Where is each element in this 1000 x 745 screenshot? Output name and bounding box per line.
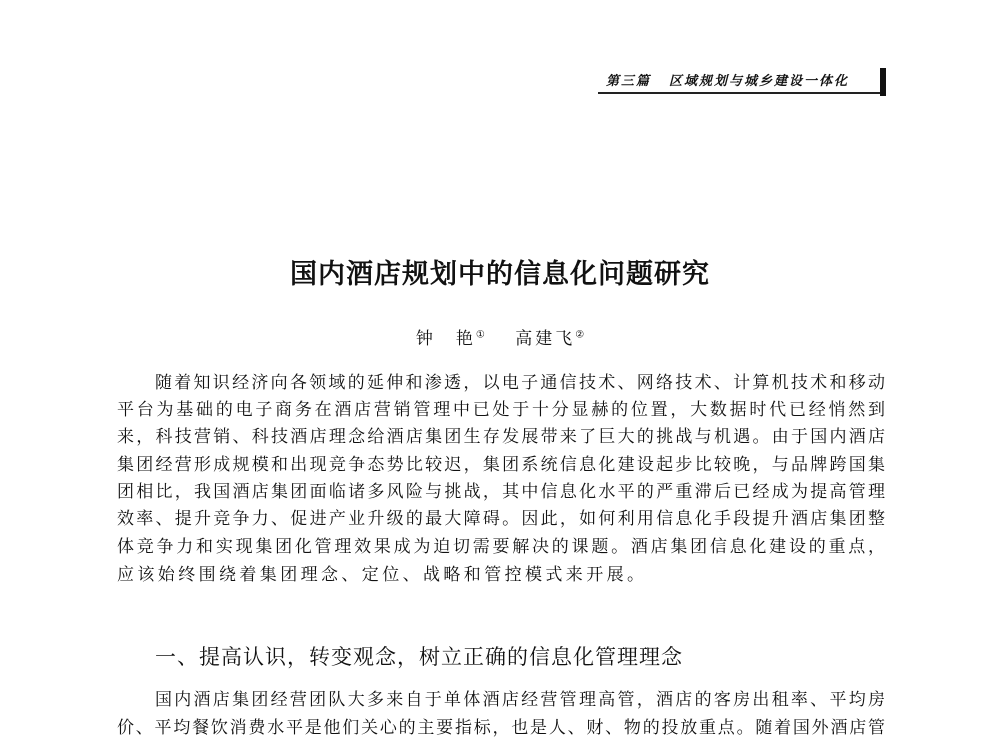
- running-header-section: 第三篇: [606, 74, 652, 89]
- paragraph-line: 价、平均餐饮消费水平是他们关心的主要指标，也是人、财、物的投放重点。随着国外酒店管: [117, 718, 885, 738]
- running-header: [606, 70, 876, 88]
- footnote-mark[interactable]: ②: [575, 329, 585, 341]
- paragraph-line: 应该始终围绕着集团理念、定位、战略和管控模式来开展。: [117, 565, 648, 585]
- header-bar: [880, 68, 886, 96]
- running-header-topic: 区域规划与城乡建设一体化: [669, 74, 850, 89]
- header-rule: [598, 92, 882, 94]
- footnote-mark[interactable]: ①: [475, 329, 485, 341]
- paragraph-line: 团相比，我国酒店集团面临诸多风险与挑战，其中信息化水平的严重滞后已经成为提高管理: [117, 482, 885, 502]
- paragraph-line: 集团经营形成规模和出现竞争态势比较迟，集团系统信息化建设起步比较晚，与品牌跨国集: [117, 455, 885, 475]
- author: 高建飞②: [515, 329, 585, 349]
- paragraph-line: 随着知识经济向各领域的延伸和渗透，以电子通信技术、网络技术、计算机技术和移动: [155, 373, 885, 393]
- paragraph-line: 国内酒店集团经营团队大多来自于单体酒店经营管理高管，酒店的客房出租率、平均房: [155, 690, 885, 710]
- authors: [0, 324, 1000, 349]
- section-heading: 一、提高认识，转变观念，树立正确的信息化管理理念: [155, 645, 683, 669]
- paragraph-line: 效率、提升竞争力、促进产业升级的最大障碍。因此，如何利用信息化手段提升酒店集团整: [117, 509, 885, 529]
- paragraph-line: 来，科技营销、科技酒店理念给酒店集团生存发展带来了巨大的挑战与机遇。由于国内酒店: [117, 427, 885, 447]
- paragraph-line: 体竞争力和实现集团化管理效果成为迫切需要解决的课题。酒店集团信息化建设的重点，: [117, 537, 885, 557]
- article-title: 国内酒店规划中的信息化问题研究: [290, 259, 710, 290]
- paragraph-line: 平台为基础的电子商务在酒店营销管理中已处于十分显赫的位置，大数据时代已经悄然到: [117, 400, 885, 420]
- author: 钟 艳①: [415, 329, 485, 349]
